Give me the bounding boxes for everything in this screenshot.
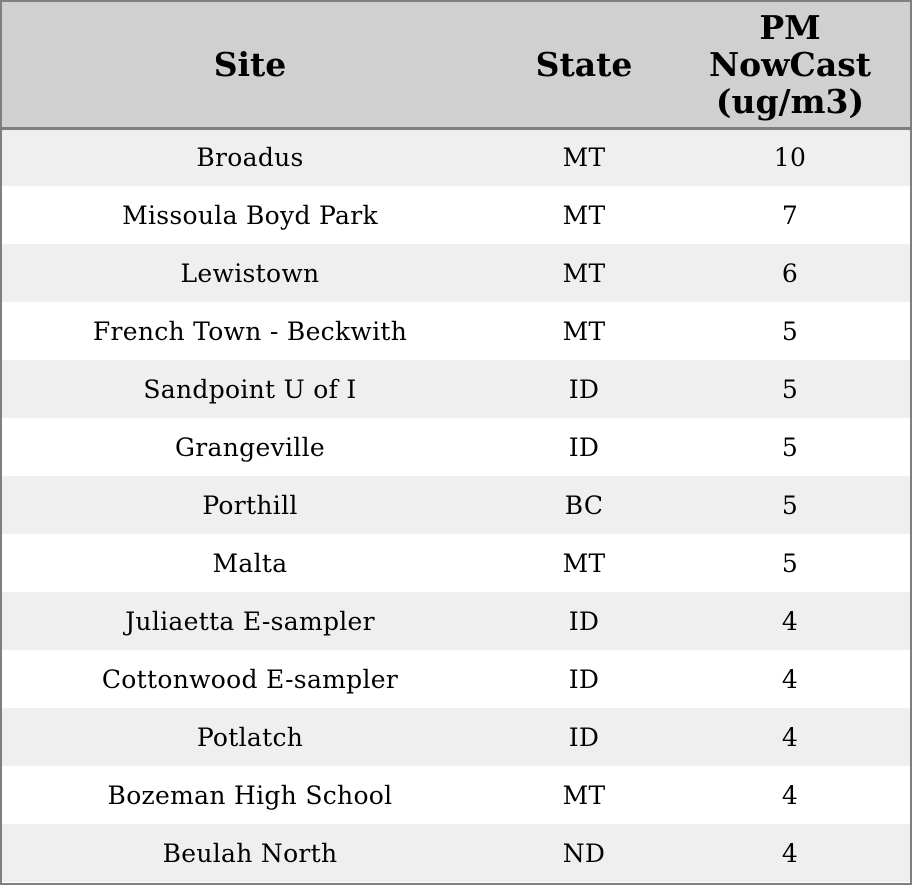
pm-header-line-3: (ug/m3) [715, 81, 865, 121]
cell-pm: 5 [781, 316, 799, 346]
cell-pm: 10 [773, 143, 807, 173]
pm-header-line-1: PM [759, 7, 821, 47]
cell-state: MT [562, 548, 606, 578]
column-header-state: State [498, 2, 670, 128]
table-row [2, 766, 910, 824]
cell-site: Grangeville [175, 432, 325, 462]
cell-site: Potlatch [196, 722, 304, 752]
cell-pm: 5 [781, 374, 799, 404]
cell-site: Malta [212, 548, 288, 578]
table-row [2, 708, 910, 766]
cell-site: Juliaetta E-sampler [125, 606, 375, 636]
cell-pm: 6 [781, 258, 799, 288]
cell-pm: 4 [781, 606, 799, 636]
cell-pm: 5 [781, 432, 799, 462]
cell-state: ID [568, 606, 600, 636]
table-row [2, 418, 910, 476]
cell-pm: 4 [781, 722, 799, 752]
cell-site: Cottonwood E-sampler [101, 664, 399, 694]
cell-state: ID [568, 664, 600, 694]
cell-state: BC [564, 490, 604, 520]
cell-state: ID [568, 432, 600, 462]
cell-state: ND [562, 838, 606, 868]
cell-site: Porthill [202, 490, 298, 520]
header-row [2, 2, 910, 128]
table-body [2, 128, 910, 882]
cell-site: Beulah North [162, 838, 338, 868]
pm-nowcast-table [2, 2, 910, 882]
cell-pm: 5 [781, 490, 799, 520]
table-row [2, 244, 910, 302]
column-header-site: Site [2, 2, 498, 128]
cell-state: ID [568, 722, 600, 752]
table-row [2, 360, 910, 418]
cell-site: Lewistown [180, 258, 320, 288]
cell-state: ID [568, 374, 600, 404]
table-row [2, 592, 910, 650]
cell-site: Bozeman High School [107, 780, 393, 810]
table-header [2, 2, 910, 128]
cell-state: MT [562, 780, 606, 810]
cell-pm: 5 [781, 548, 799, 578]
pm-header-text [690, 9, 890, 120]
cell-site: Sandpoint U of I [143, 374, 357, 404]
cell-state: MT [562, 258, 606, 288]
cell-pm: 4 [781, 780, 799, 810]
cell-site: Broadus [196, 143, 304, 173]
cell-pm: 4 [781, 838, 799, 868]
table-row [2, 128, 910, 186]
table-row [2, 824, 910, 882]
table-row [2, 302, 910, 360]
cell-state: MT [562, 316, 606, 346]
table-row [2, 476, 910, 534]
pm-header-line-2: NowCast [708, 44, 872, 84]
cell-pm: 4 [781, 664, 799, 694]
column-header-pm-nowcast [670, 2, 910, 128]
cell-site: Missoula Boyd Park [122, 200, 378, 230]
cell-state: MT [562, 143, 606, 173]
cell-pm: 7 [781, 200, 799, 230]
cell-state: MT [562, 200, 606, 230]
table-row [2, 534, 910, 592]
table-row [2, 650, 910, 708]
cell-site: French Town - Beckwith [92, 316, 408, 346]
table-row [2, 186, 910, 244]
